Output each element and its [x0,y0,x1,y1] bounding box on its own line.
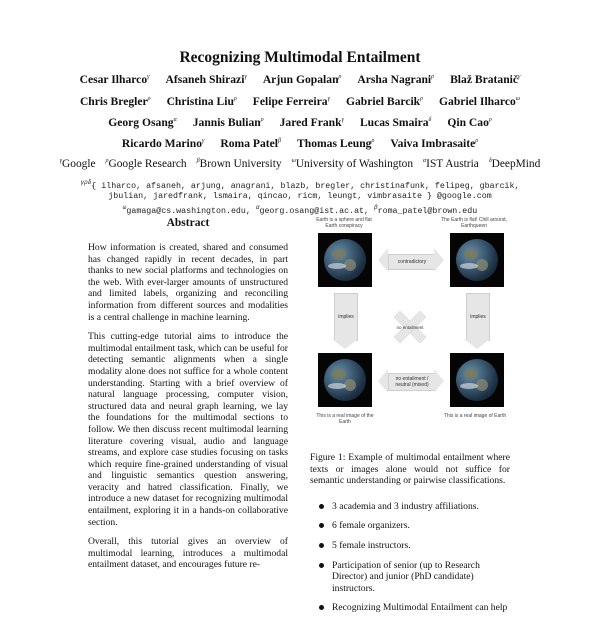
affiliation [106,158,187,170]
email-mark: β [374,203,378,211]
email-block [0,178,600,217]
author-text: Chris Bregler [79,95,148,108]
author-name [253,95,330,108]
abstract-paragraph: This cutting-edge tutorial aims to introduce the multimodal entailment task, which can be useful for detecting semantic alignments when a single modality alone does not suffice for a whole content understanding. Starting with a brief overview of natural language processing, computer vision, structured data and neural graph learning, we lay the foundations for the multimodal sections to follow. We then discuss recent multimodal learning literature covering visual, audio and language streams, and explore case studies focusing on tasks which require fine-grained understanding of visual and linguistic semantics question answering, veracity and hatred classification. Finally, we introduce a new dataset for recognizing multimodal entailment, exploring it in a hands-on collaborative section. [88,331,288,528]
arrow-tip [378,369,388,393]
diagonal-arrows [390,307,430,347]
author-name [450,73,520,86]
affiliation-mark: ρ [233,96,237,103]
affiliation-mark: γ [147,74,150,81]
affiliation-mark: ρ [260,117,264,124]
arrow-contradictory: contradictory [388,254,436,270]
affiliation-mark: ρ [338,74,342,81]
figure-caption: Figure 1: Example of multimodal entailment where texts or images alone would not suffice for semantic understanding or pairwise classifications. [310,452,510,487]
affiliation-mark: γ [244,74,247,81]
author-text: Blaž Bratanič [450,73,519,86]
author-text: Roma Patel [220,137,279,150]
arrow-tip [464,339,490,349]
arrow-tip [378,248,388,272]
affiliation-mark: β [278,138,282,145]
bullet-text: 6 female organizers. [332,520,410,532]
affiliation-mark: γ [341,117,344,124]
author-name [346,95,423,108]
affiliation-mark: δ [428,117,432,124]
arrow-tip [434,369,444,393]
author-name [390,137,478,150]
affiliation-mark: α [423,158,427,165]
affiliation [60,158,96,170]
author-name [193,116,264,129]
author-row-1 [0,73,600,86]
author-text: Arsha Nagrani [357,73,432,86]
arrow-tip [332,339,358,349]
email-mark: γρδ [80,179,92,186]
affiliation [423,158,479,170]
figure-1 [310,217,510,442]
affiliation-mark: ρ [431,74,435,81]
affiliation-text: IST Austria [426,158,479,170]
affiliation-mark: ρ [475,138,479,145]
affiliation-mark: ρ [488,117,492,124]
email-text: roma_patel@brown.edu [377,206,478,216]
email-text: gamaga@cs.washington.edu, [126,206,251,216]
author-text: Arjun Gopalan [262,73,339,86]
bullet-text: 5 female instructors. [332,539,411,551]
email-text: georg.osang@ist.ac.at, [259,206,370,216]
list-item [310,501,510,513]
author-text: Ricardo Marino [121,137,203,150]
email-line-2: jbulian, jaredfrank, lsmaira, qincao, ricm, leungt, vimbrasaite } @google.com [108,192,492,202]
author-name [360,116,431,129]
affiliation-text: DeepMind [491,158,541,170]
author-name [439,95,520,108]
affiliation-mark: γ [202,138,205,145]
list-item [310,540,510,552]
author-name [80,73,150,86]
affiliation-mark: γ [59,158,63,165]
author-text: Jannis Bulian [192,116,261,129]
author-name [357,73,434,86]
author-row-3 [0,116,600,129]
author-text: Georg Osang [108,116,174,129]
figure-label-top-right: The Earth is flat! Chill around, Earthqueen [441,217,507,229]
author-text: Lucas Smaira [359,116,429,129]
author-name [280,116,344,129]
author-name [166,73,247,86]
abstract-heading: Abstract [166,217,210,229]
affiliation [292,158,413,170]
arrow-no-entailment: no entailment / neutral (mixed) [388,373,436,391]
figure-label-bottom-right: This is a real image of Earth [443,413,507,419]
author-row-4 [0,137,600,150]
affiliation-mark: ρ [371,138,375,145]
figure-label-bottom-left: This is a real image of the Earth [316,413,374,425]
author-name [80,95,151,108]
affiliation [197,158,282,170]
arrow-implies-left: implies [334,293,358,341]
abstract-paragraph: Overall, this tutorial gives an overview of multimodal learning, introduces a multimodal entailment dataset, and encourages future re- [88,536,288,571]
affiliations [0,158,600,170]
affiliation-mark: ρ [420,96,424,103]
list-item [310,602,510,614]
diag-label: no entailment [396,325,424,330]
bullet-list [310,501,510,614]
author-text: Gabriel Barcik [345,95,421,108]
affiliation-mark: γ [327,96,330,103]
abstract-paragraph: How information is created, shared and consumed has changed rapidly in recent decades, in part thanks to new social platforms and technologies on the web. With ever-larger amounts of unstructured and limited labels, organizing and reconciling information from different sources and modalities is a central challenge in machine learning. [88,242,288,323]
email-mark: ω [122,203,127,211]
affiliation-mark: ρ [105,158,109,165]
figure-column [310,217,510,622]
author-name [122,137,205,150]
affiliation-mark: ω [291,158,296,165]
affiliation-mark: α [173,117,177,124]
affiliation-mark: ω [515,96,521,103]
author-text: Qin Cao [447,116,489,129]
paper-title: Recognizing Multimodal Entailment [179,49,421,66]
figure-label-top-left: Earth is a sphere and flat Earth conspiracy [316,217,372,229]
bullet-text: 3 academia and 3 industry affiliations. [332,500,479,512]
affiliation-text: Brown University [199,158,282,170]
flat-earth-image [450,233,504,287]
bullet-text: Recognizing Multimodal Entailment can help [332,602,508,614]
affiliation [489,158,541,170]
author-name [447,116,491,129]
affiliation-mark: γ [518,74,521,81]
email-line-1 [0,178,600,192]
affiliation-text: University of Washington [295,158,414,170]
author-text: Cesar Ilharco [79,73,148,86]
author-row-2 [0,95,600,108]
arrow-tip [434,248,444,272]
list-item [310,520,510,532]
globe-image-bottom-right [450,353,504,407]
author-text: Vaiva Imbrasaite [390,137,476,150]
affiliation-mark: ρ [147,96,151,103]
list-item [310,560,510,595]
email-mark: α [255,203,260,211]
bullet-text: Participation of senior (up to Research Director) and junior (PhD candidate) instructors. [332,559,480,594]
affiliation-text: Google Research [108,158,187,170]
author-name [220,137,281,150]
affiliation-mark: δ [488,158,492,165]
author-name [108,116,177,129]
email-text: { ilharco, afsaneh, arjung, anagrani, blazb, bregler, christinafunk, felipeg, gbarcik, [91,181,520,191]
email-line-3 [0,203,600,217]
author-text: Thomas Leung [297,137,372,150]
author-text: Jared Frank [279,116,342,129]
globe-image-bottom-left [318,353,372,407]
abstract-section [88,217,288,579]
arrow-implies-right: implies [466,293,490,341]
author-name [263,73,342,86]
author-text: Gabriel Ilharco [439,95,516,108]
globe-image [318,233,372,287]
affiliation-text: Google [62,158,96,170]
author-text: Christina Liu [166,95,234,108]
author-text: Afsaneh Shirazi [165,73,245,86]
author-name [297,137,374,150]
author-text: Felipe Ferreira [252,95,328,108]
author-name [167,95,237,108]
affiliation-mark: β [196,158,200,165]
